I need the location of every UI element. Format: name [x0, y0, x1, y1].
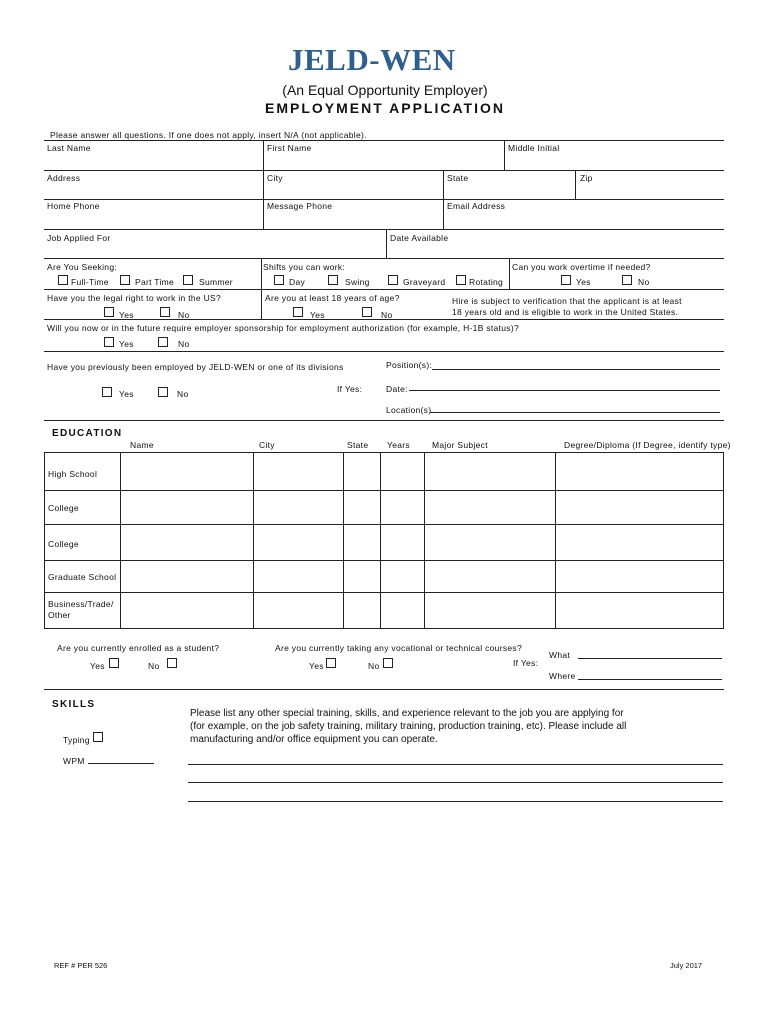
skills-heading: SKILLS [52, 699, 96, 710]
address-field[interactable] [45, 184, 261, 198]
skills-prompt: Please list any other special training, skills, and experience relevant to the job you are applying for (for example, on the job safety training, military training, production training, etc). Please include all manufacturing and/or office equipment you can operate. [190, 708, 627, 745]
city-label: City [267, 173, 283, 183]
grid-line [504, 140, 505, 171]
last-name-field[interactable] [45, 155, 261, 170]
grid-line [44, 420, 724, 421]
vocational-no-checkbox[interactable] [383, 658, 393, 668]
form-ref: REF # PER 526 [54, 961, 108, 970]
full-time-label: Full-Time [71, 277, 109, 287]
locations-label: Location(s) [386, 405, 432, 415]
grid-line [424, 452, 425, 629]
zip-label: Zip [580, 173, 593, 183]
skills-line-2[interactable] [188, 782, 723, 783]
grid-line [343, 452, 344, 629]
overtime-no-label: No [638, 277, 650, 287]
day-shift-checkbox[interactable] [274, 275, 284, 285]
wpm-field[interactable] [88, 763, 154, 764]
positions-field[interactable] [432, 369, 720, 370]
message-phone-field[interactable] [265, 213, 441, 228]
sponsorship-yes-label: Yes [119, 339, 134, 349]
grid-line [44, 199, 724, 200]
student-label: Are you currently enrolled as a student? [57, 643, 220, 653]
graveyard-shift-checkbox[interactable] [388, 275, 398, 285]
edu-row-business: Business/Trade/ Other [48, 599, 114, 620]
previous-employment-label: Have you previously been employed by JELD-WEN or one of its divisions [47, 362, 344, 372]
job-applied-label: Job Applied For [47, 233, 111, 243]
grid-line [44, 524, 724, 525]
vocational-what-field[interactable] [578, 658, 722, 659]
last-name-label: Last Name [47, 143, 91, 153]
date-available-field[interactable] [388, 244, 722, 257]
grid-line [44, 140, 724, 141]
form-title: EMPLOYMENT APPLICATION [265, 100, 505, 116]
overtime-no-checkbox[interactable] [622, 275, 632, 285]
legal-no-label: No [178, 310, 190, 320]
skills-line-3[interactable] [188, 801, 723, 802]
message-phone-label: Message Phone [267, 201, 333, 211]
vocational-no-label: No [368, 661, 380, 671]
age-label: Are you at least 18 years of age? [265, 293, 400, 303]
typing-label: Typing [63, 735, 90, 745]
edu-col-major: Major Subject [432, 440, 488, 450]
part-time-checkbox[interactable] [120, 275, 130, 285]
email-field[interactable] [445, 213, 722, 228]
student-yes-checkbox[interactable] [109, 658, 119, 668]
company-logo [288, 42, 458, 80]
logo-text: JELD-WEN [288, 42, 456, 77]
date-field[interactable] [409, 390, 720, 391]
sponsorship-no-checkbox[interactable] [158, 337, 168, 347]
student-no-label: No [148, 661, 160, 671]
middle-initial-label: Middle Initial [508, 143, 560, 153]
previous-yes-checkbox[interactable] [102, 387, 112, 397]
legal-no-checkbox[interactable] [160, 307, 170, 317]
rotating-shift-label: Rotating [469, 277, 504, 287]
grid-line [509, 258, 510, 289]
edu-col-degree: Degree/Diploma (If Degree, identify type) [564, 440, 731, 450]
grid-line [253, 452, 254, 629]
edu-col-name: Name [130, 440, 154, 450]
sponsorship-label: Will you now or in the future require employer sponsorship for employment authorization (for example, H-1B status)? [47, 323, 519, 333]
home-phone-field[interactable] [45, 213, 261, 228]
legal-yes-label: Yes [119, 310, 134, 320]
grid-line [263, 170, 264, 199]
vocational-where-label: Where [549, 671, 576, 681]
middle-initial-field[interactable] [506, 155, 722, 170]
previous-yes-label: Yes [119, 389, 134, 399]
hire-note: Hire is subject to verification that the applicant is at least 18 years old and is eligible to work in the United States. [452, 296, 682, 317]
grid-line [120, 452, 121, 629]
vocational-yes-label: Yes [309, 661, 324, 671]
vocational-label: Are you currently taking any vocational or technical courses? [275, 643, 522, 653]
grid-line [44, 592, 724, 593]
locations-field[interactable] [430, 412, 720, 413]
education-table [44, 452, 724, 629]
edu-col-state: State [347, 440, 369, 450]
zip-field[interactable] [577, 184, 722, 198]
edu-row-graduate: Graduate School [48, 572, 117, 582]
summer-label: Summer [199, 277, 233, 287]
grid-line [44, 689, 724, 690]
grid-line [575, 170, 576, 199]
grid-line [263, 199, 264, 229]
part-time-label: Part Time [135, 277, 175, 287]
grid-line [44, 258, 724, 259]
typing-checkbox[interactable] [93, 732, 103, 742]
home-phone-label: Home Phone [47, 201, 100, 211]
age-yes-label: Yes [310, 310, 325, 320]
edu-row-college-2: College [48, 539, 79, 549]
seeking-label: Are You Seeking: [47, 262, 118, 272]
legal-yes-checkbox[interactable] [104, 307, 114, 317]
state-label: State [447, 173, 469, 183]
previous-if-yes-label: If Yes: [337, 384, 363, 394]
positions-label: Position(s): [386, 360, 433, 370]
grid-line [263, 140, 264, 171]
age-yes-checkbox[interactable] [293, 307, 303, 317]
full-time-checkbox[interactable] [58, 275, 68, 285]
grid-line [380, 452, 381, 629]
student-no-checkbox[interactable] [167, 658, 177, 668]
vocational-if-yes-label: If Yes: [513, 658, 539, 668]
grid-line [44, 560, 724, 561]
age-no-label: No [381, 310, 393, 320]
day-shift-label: Day [289, 277, 306, 287]
swing-shift-label: Swing [345, 277, 370, 287]
student-yes-label: Yes [90, 661, 105, 671]
grid-line [44, 319, 724, 320]
previous-no-label: No [177, 389, 189, 399]
shifts-label: Shifts you can work: [263, 262, 346, 272]
first-name-label: First Name [267, 143, 312, 153]
vocational-yes-checkbox[interactable] [326, 658, 336, 668]
overtime-label: Can you work overtime if needed? [512, 262, 651, 272]
form-subtitle: (An Equal Opportunity Employer) [282, 82, 488, 98]
skills-line-1[interactable] [188, 764, 723, 765]
form-date: July 2017 [670, 961, 703, 970]
previous-no-checkbox[interactable] [158, 387, 168, 397]
grid-line [44, 351, 724, 352]
email-label: Email Address [447, 201, 506, 211]
grid-line [44, 170, 724, 171]
address-label: Address [47, 173, 81, 183]
city-field[interactable] [265, 184, 441, 198]
age-no-checkbox[interactable] [362, 307, 372, 317]
summer-checkbox[interactable] [183, 275, 193, 285]
edu-row-college-1: College [48, 503, 79, 513]
grid-line [261, 258, 262, 289]
grid-line [44, 490, 724, 491]
overtime-yes-label: Yes [576, 277, 591, 287]
vocational-where-field[interactable] [578, 679, 722, 680]
graveyard-shift-label: Graveyard [403, 277, 446, 287]
grid-line [555, 452, 556, 629]
swing-shift-checkbox[interactable] [328, 275, 338, 285]
rotating-shift-checkbox[interactable] [456, 275, 466, 285]
grid-line [261, 289, 262, 319]
state-field[interactable] [445, 184, 573, 198]
job-applied-field[interactable] [45, 244, 384, 257]
date-label: Date: [386, 384, 408, 394]
education-heading: EDUCATION [52, 428, 123, 439]
date-available-label: Date Available [390, 233, 449, 243]
sponsorship-no-label: No [178, 339, 190, 349]
edu-row-high-school: High School [48, 469, 98, 479]
instructions: Please answer all questions. If one does not apply, insert N/A (not applicable). [50, 130, 367, 140]
vocational-what-label: What [549, 650, 571, 660]
grid-line [44, 229, 724, 230]
grid-line [386, 229, 387, 258]
legal-right-label: Have you the legal right to work in the US? [47, 293, 222, 303]
wpm-label: WPM [63, 756, 85, 766]
grid-line [44, 289, 724, 290]
edu-col-city: City [259, 440, 275, 450]
first-name-field[interactable] [265, 155, 502, 170]
overtime-yes-checkbox[interactable] [561, 275, 571, 285]
sponsorship-yes-checkbox[interactable] [104, 337, 114, 347]
edu-col-years: Years [387, 440, 410, 450]
